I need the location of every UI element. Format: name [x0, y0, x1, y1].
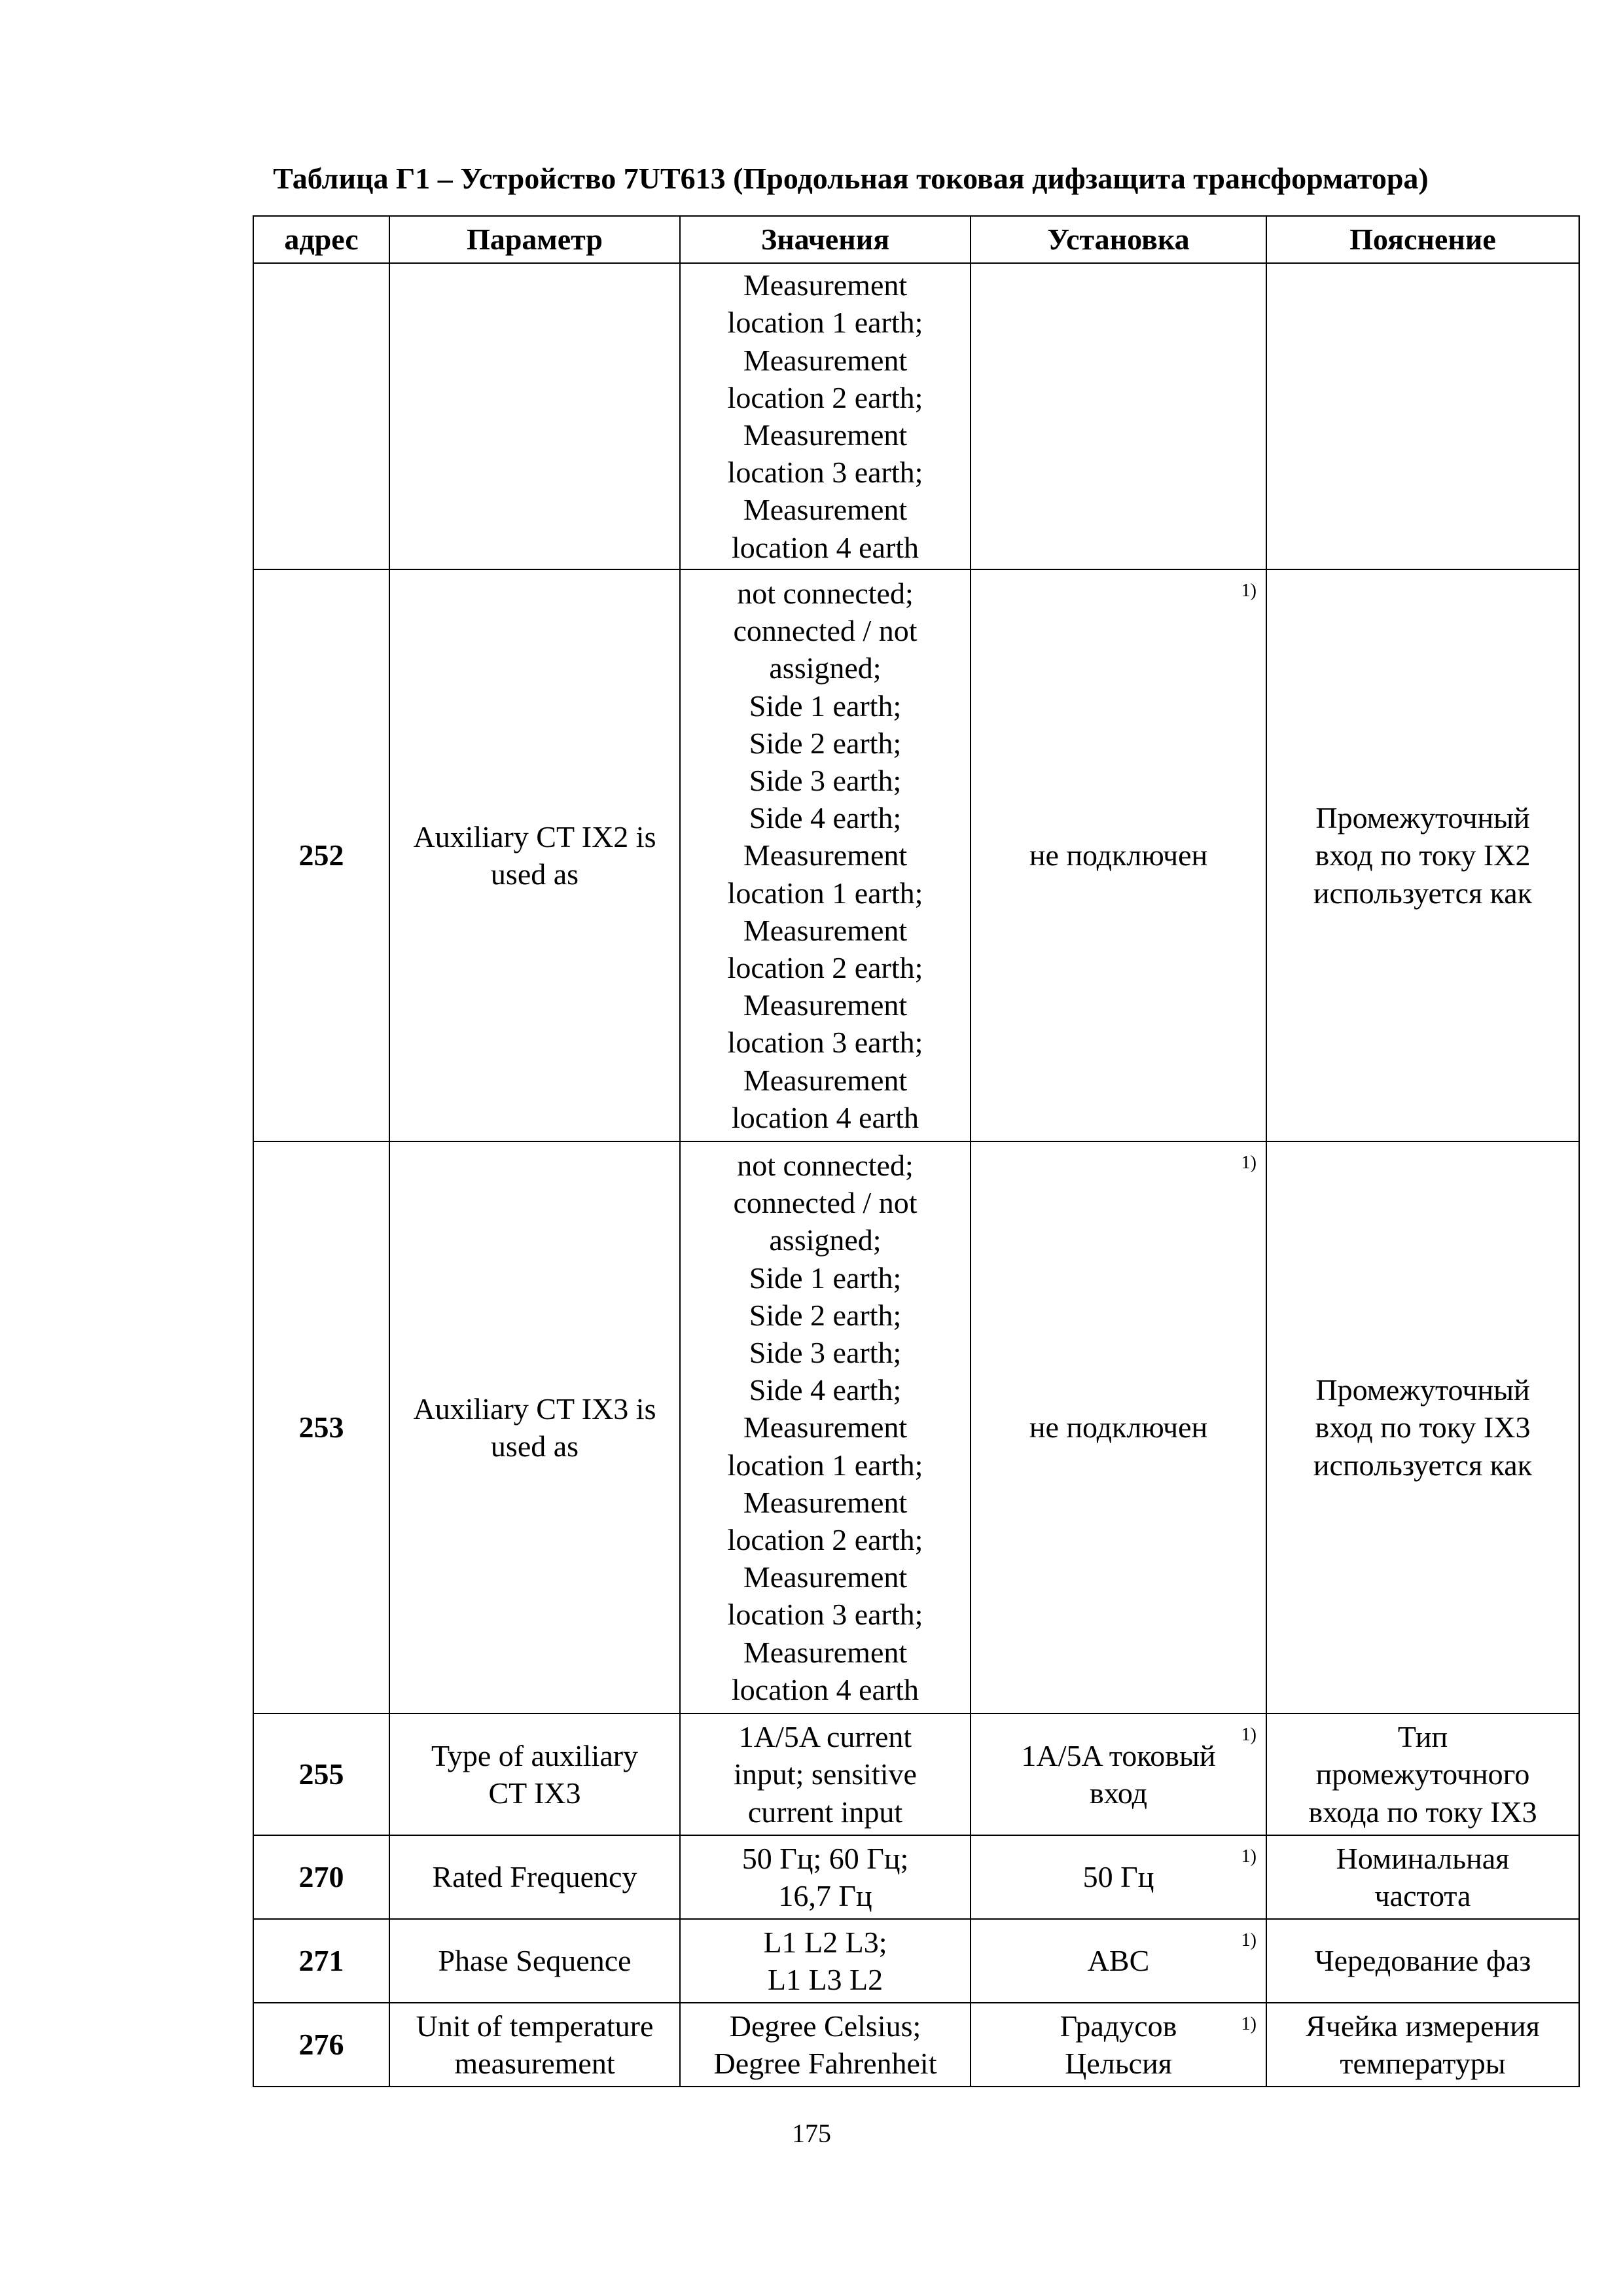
parameter-cell-line: Unit of temperature	[416, 2009, 654, 2043]
values-cell-line: connected / not	[733, 1186, 918, 1220]
values-cell-line: Side 4 earth;	[749, 1373, 902, 1407]
table-header	[253, 216, 1579, 263]
footnote-marker: 1)	[1241, 1930, 1257, 1950]
values-cell-line: Measurement	[743, 1485, 908, 1519]
table-caption: Таблица Г1 – Устройство 7UT613 (Продольная токовая дифзащита трансформатора)	[273, 162, 1429, 195]
explanation-cell-line: входа по току IX3	[1308, 1795, 1537, 1829]
values-cell-line: Measurement	[743, 1560, 908, 1594]
parameter-cell	[389, 263, 680, 569]
header-row	[253, 216, 1579, 263]
explanation-cell-line: Промежуточный	[1315, 1373, 1530, 1407]
footnote-marker: 1)	[1241, 1725, 1257, 1745]
footnote-marker: 1)	[1241, 581, 1257, 601]
values-cell-line: location 4 earth	[731, 530, 919, 564]
explanation-cell-line: вход по току IX3	[1315, 1410, 1531, 1444]
table-row	[253, 569, 1579, 1141]
values-cell-line: location 1 earth;	[727, 1448, 923, 1482]
values-cell	[680, 569, 971, 1141]
values-cell-line: Measurement	[743, 343, 908, 377]
values-cell-line: location 3 earth;	[727, 456, 923, 490]
values-cell-line: not connected;	[737, 576, 914, 610]
values-cell-line: Side 3 earth;	[749, 1335, 902, 1369]
explanation-cell-line: частота	[1374, 1879, 1471, 1912]
values-cell-line: L1 L3 L2	[767, 1963, 883, 1996]
parameter-cell-line: used as	[490, 857, 579, 891]
address-cell: 276	[253, 2003, 389, 2087]
values-cell-line: location 2 earth;	[727, 380, 923, 414]
table-row	[253, 263, 1579, 569]
values-cell-line: Measurement	[743, 268, 908, 302]
explanation-cell-line: температуры	[1340, 2047, 1506, 2080]
column-header-explanation: Пояснение	[1266, 216, 1579, 263]
explanation-cell-line: Номинальная	[1336, 1841, 1510, 1875]
parameter-cell-line: used as	[490, 1429, 579, 1463]
values-cell-line: current input	[747, 1795, 903, 1829]
setting-cell	[971, 1713, 1266, 1835]
table-row	[253, 1835, 1579, 1919]
explanation-cell	[1266, 263, 1579, 569]
parameter-cell	[389, 1919, 680, 2003]
table-row	[253, 1713, 1579, 1835]
page-number: 175	[792, 2119, 831, 2148]
column-header-address: адрес	[253, 216, 389, 263]
parameter-cell	[389, 1713, 680, 1835]
setting-cell	[971, 2003, 1266, 2087]
explanation-cell-line: Чередование фаз	[1314, 1944, 1531, 1978]
values-cell-line: location 4 earth	[731, 1672, 919, 1706]
values-cell-line: Degree Celsius;	[729, 2009, 921, 2043]
explanation-cell-line: используется как	[1313, 1448, 1533, 1482]
values-cell	[680, 263, 971, 569]
values-cell-line: 16,7 Гц	[778, 1879, 872, 1912]
setting-cell	[971, 1919, 1266, 2003]
setting-cell	[971, 1835, 1266, 1919]
values-cell-line: Side 3 earth;	[749, 763, 902, 797]
values-cell-line: Side 1 earth;	[749, 1261, 902, 1295]
column-header-setting: Установка	[971, 216, 1266, 263]
values-cell-line: location 3 earth;	[727, 1026, 923, 1060]
footnote-marker: 1)	[1241, 2014, 1257, 2034]
values-cell-line: Measurement	[743, 1063, 908, 1097]
values-cell-line: 1A/5A current	[738, 1720, 912, 1754]
values-cell-line: Side 2 earth;	[749, 1298, 902, 1332]
parameter-cell-line: measurement	[454, 2047, 615, 2080]
values-cell-line: L1 L2 L3;	[763, 1925, 887, 1959]
values-cell-line: assigned;	[769, 1223, 882, 1257]
values-cell	[680, 2003, 971, 2087]
parameter-cell	[389, 569, 680, 1141]
explanation-cell-line: Промежуточный	[1315, 801, 1530, 835]
values-cell-line: connected / not	[733, 614, 918, 648]
parameter-cell-line: Rated Frequency	[432, 1860, 637, 1894]
values-cell-line: input; sensitive	[734, 1757, 917, 1791]
explanation-cell-line: используется как	[1313, 876, 1533, 910]
values-cell	[680, 1919, 971, 2003]
address-cell: 253	[253, 1141, 389, 1713]
address-cell: 271	[253, 1919, 389, 2003]
explanation-cell-line: Тип	[1397, 1720, 1448, 1754]
table-body	[253, 263, 1579, 2087]
values-cell-line: Measurement	[743, 838, 908, 872]
values-cell-line: location 4 earth	[731, 1100, 919, 1134]
explanation-cell-line: вход по току IX2	[1315, 838, 1531, 872]
values-cell-line: Measurement	[743, 1410, 908, 1444]
table-row	[253, 2003, 1579, 2087]
explanation-cell	[1266, 1835, 1579, 1919]
explanation-cell	[1266, 1713, 1579, 1835]
setting-cell-line: вход	[1089, 1776, 1148, 1810]
parameter-cell-line: CT IX3	[488, 1776, 581, 1810]
explanation-cell	[1266, 1919, 1579, 2003]
values-cell-line: Measurement	[743, 913, 908, 947]
setting-cell-line: ABC	[1087, 1944, 1150, 1978]
parameter-table	[253, 215, 1580, 2087]
values-cell-line: not connected;	[737, 1148, 914, 1182]
values-cell-line: location 1 earth;	[727, 876, 923, 910]
values-cell-line: location 2 earth;	[727, 1523, 923, 1556]
parameter-cell	[389, 1141, 680, 1713]
values-cell-line: Measurement	[743, 493, 908, 527]
values-cell-line: location 3 earth;	[727, 1598, 923, 1632]
address-cell	[253, 263, 389, 569]
setting-cell-line: не подключен	[1029, 838, 1208, 872]
setting-cell-line: 50 Гц	[1082, 1860, 1154, 1894]
parameter-cell-line: Auxiliary CT IX3 is	[413, 1391, 656, 1426]
footnote-marker: 1)	[1241, 1153, 1257, 1173]
explanation-cell-line: Ячейка измерения	[1306, 2009, 1540, 2043]
setting-cell-line: не подключен	[1029, 1410, 1208, 1444]
values-cell-line: Measurement	[743, 1635, 908, 1669]
explanation-cell	[1266, 569, 1579, 1141]
address-cell: 252	[253, 569, 389, 1141]
values-cell	[680, 1835, 971, 1919]
values-cell-line: Side 1 earth;	[749, 689, 902, 723]
column-header-values: Значения	[680, 216, 971, 263]
column-header-parameter: Параметр	[389, 216, 680, 263]
values-cell-line: Measurement	[743, 988, 908, 1022]
values-cell-line: Degree Fahrenheit	[713, 2047, 937, 2080]
setting-cell-line: Цельсия	[1065, 2047, 1172, 2080]
explanation-cell	[1266, 2003, 1579, 2087]
values-cell-line: Measurement	[743, 418, 908, 452]
address-cell: 270	[253, 1835, 389, 1919]
parameter-cell-line: Phase Sequence	[438, 1944, 632, 1978]
setting-cell	[971, 1141, 1266, 1713]
setting-cell	[971, 569, 1266, 1141]
parameter-cell-line: Auxiliary CT IX2 is	[413, 819, 656, 853]
values-cell-line: 50 Гц; 60 Гц;	[741, 1841, 909, 1875]
setting-cell-line: 1A/5A токовый	[1021, 1738, 1216, 1772]
setting-cell	[971, 263, 1266, 569]
table-row	[253, 1919, 1579, 2003]
values-cell-line: location 2 earth;	[727, 951, 923, 984]
values-cell-line: Side 2 earth;	[749, 726, 902, 760]
table-row	[253, 1141, 1579, 1713]
values-cell-line: location 1 earth;	[727, 306, 923, 340]
setting-cell-line: Градусов	[1060, 2009, 1177, 2043]
values-cell-line: assigned;	[769, 651, 882, 685]
explanation-cell	[1266, 1141, 1579, 1713]
address-cell: 255	[253, 1713, 389, 1835]
parameter-cell	[389, 2003, 680, 2087]
values-cell-line: Side 4 earth;	[749, 801, 902, 835]
footnote-marker: 1)	[1241, 1846, 1257, 1867]
values-cell	[680, 1713, 971, 1835]
values-cell	[680, 1141, 971, 1713]
parameter-cell	[389, 1835, 680, 1919]
explanation-cell-line: промежуточного	[1315, 1757, 1530, 1791]
parameter-cell-line: Type of auxiliary	[431, 1738, 639, 1772]
